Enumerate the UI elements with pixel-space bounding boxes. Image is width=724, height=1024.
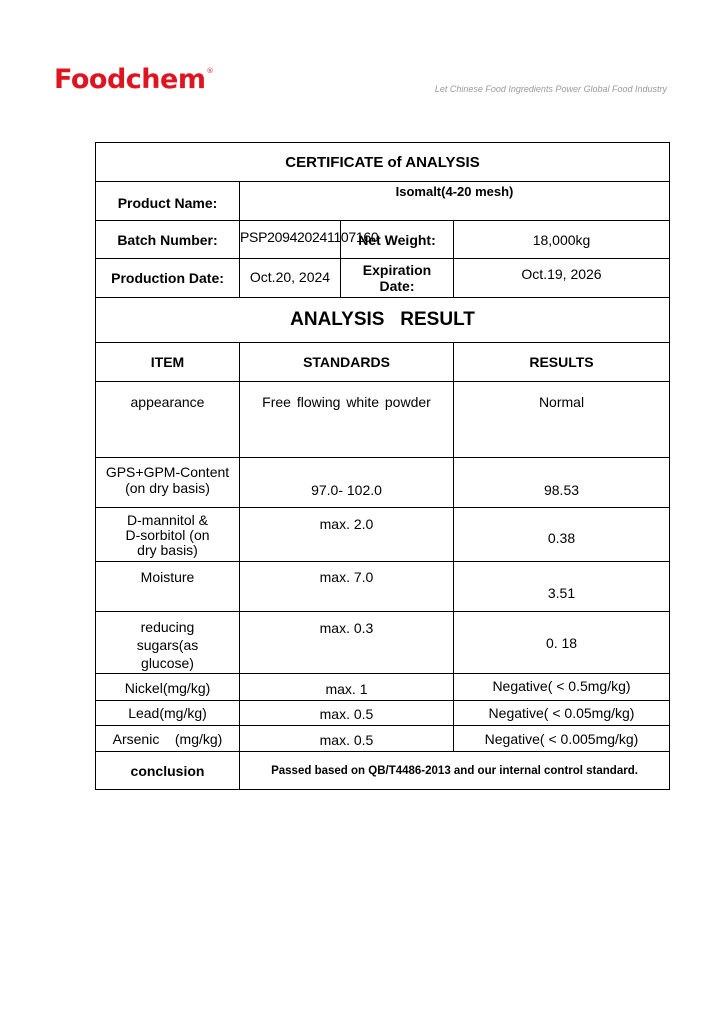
table-row	[96, 612, 670, 674]
row-standard: max. 0.5	[240, 726, 454, 752]
row-result: Normal	[454, 382, 670, 458]
row-result: Negative( < 0.05mg/kg)	[454, 701, 670, 726]
analysis-section-title: ANALYSIS RESULT	[96, 298, 670, 343]
brand-logo	[54, 64, 212, 95]
registered-mark: ®	[206, 67, 213, 75]
certificate-title: CERTIFICATE of ANALYSIS	[96, 143, 670, 182]
row-result: Negative( < 0.5mg/kg)	[454, 674, 670, 701]
column-header-results: RESULTS	[454, 343, 670, 382]
table-row	[96, 674, 670, 701]
row-item: appearance	[96, 382, 240, 458]
brand-tagline: Let Chinese Food Ingredients Power Global Food Industry	[434, 84, 667, 94]
row-item: Lead(mg/kg)	[96, 701, 240, 726]
expiration-date-value: Oct.19, 2026	[454, 259, 670, 298]
row-result: 0. 18	[454, 612, 670, 674]
row-result: 98.53	[454, 458, 670, 508]
brand-name: Foodchem	[54, 64, 206, 95]
net-weight-value: 18,000kg	[454, 221, 670, 259]
product-name-label: Product Name:	[96, 182, 240, 221]
table-row	[96, 508, 670, 562]
net-weight-label: Net Weight:	[341, 221, 454, 259]
table-row	[96, 382, 670, 458]
row-item: Nickel(mg/kg)	[96, 674, 240, 701]
table-row	[96, 701, 670, 726]
conclusion-value: Passed based on QB/T4486-2013 and our internal control standard.	[240, 752, 670, 790]
row-result: 0.38	[454, 508, 670, 562]
row-result: Negative( < 0.005mg/kg)	[454, 726, 670, 752]
row-standard: max. 0.5	[240, 701, 454, 726]
row-standard: 97.0- 102.0	[240, 458, 454, 508]
table-row	[96, 726, 670, 752]
column-header-item: ITEM	[96, 343, 240, 382]
row-item: D-mannitol & D-sorbitol (on dry basis)	[96, 508, 240, 562]
row-item: GPS+GPM-Content (on dry basis)	[96, 458, 240, 508]
production-date-label: Production Date:	[96, 259, 240, 298]
product-name-value: Isomalt(4-20 mesh)	[240, 182, 670, 221]
conclusion-label: conclusion	[96, 752, 240, 790]
certificate-table	[95, 142, 670, 790]
expiration-date-label: Expiration Date:	[341, 259, 454, 298]
production-date-value: Oct.20, 2024	[240, 259, 341, 298]
row-standard: max. 7.0	[240, 562, 454, 612]
batch-number-label: Batch Number:	[96, 221, 240, 259]
row-item: Moisture	[96, 562, 240, 612]
row-standard: max. 2.0	[240, 508, 454, 562]
column-header-standards: STANDARDS	[240, 343, 454, 382]
row-standard: Free flowing white powder	[240, 382, 454, 458]
table-row	[96, 458, 670, 508]
row-standard: max. 0.3	[240, 612, 454, 674]
row-result: 3.51	[454, 562, 670, 612]
row-standard: max. 1	[240, 674, 454, 701]
row-item: Arsenic (mg/kg)	[96, 726, 240, 752]
table-row	[96, 562, 670, 612]
row-item: reducing sugars(as glucose)	[96, 612, 240, 674]
batch-number-value: PSP209420241107160	[240, 221, 341, 259]
